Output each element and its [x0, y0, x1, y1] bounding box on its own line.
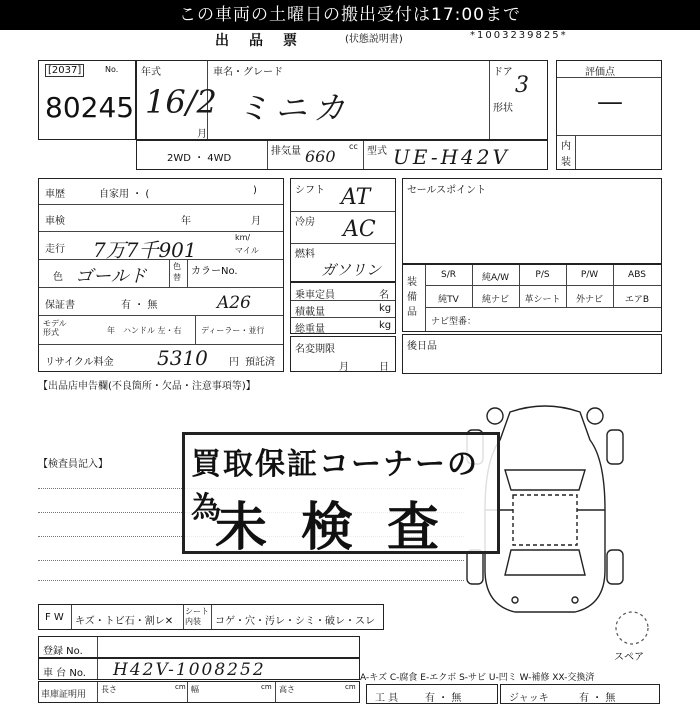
inspection-month-label: 月 — [251, 216, 261, 227]
model-label: 型式 — [367, 146, 387, 157]
total-weight-label: 総重量 — [295, 324, 325, 335]
lot-small-value: 2037 — [51, 65, 78, 76]
seat-items: コゲ・穴・汚レ・シミ・破レ・スレ — [215, 616, 375, 627]
reg-date-label: 名変期限 — [295, 344, 335, 355]
inspector-notes-label: 【検査員記入】 — [38, 459, 108, 470]
lot-number-suffix: No. — [105, 65, 119, 74]
capacity-label: 乗車定員 — [295, 290, 335, 301]
dealer-label: ディーラー・並行 — [201, 326, 265, 335]
width-label: 幅 — [191, 685, 199, 694]
mileage-label: 走行 — [45, 244, 65, 255]
sheet-serial: *1003239825* — [470, 30, 568, 41]
drive-spec-box — [136, 140, 548, 170]
load-unit: kg — [379, 303, 392, 314]
fuel-label: 燃料 — [295, 249, 315, 260]
tools-box — [366, 684, 498, 704]
stamp-line-2: 未検査 — [215, 498, 474, 558]
year-month-label: 月 — [197, 129, 207, 140]
model-type-label: モデル 形式 — [43, 319, 67, 337]
color-change-label: 色替 — [173, 262, 181, 282]
jack-label: ジャッキ — [509, 693, 549, 704]
seat-label: シート 内装 — [185, 607, 209, 626]
stamp-line-1: 買取保証コーナーの為 — [191, 447, 479, 526]
equip-leather-seats: 革シート — [524, 295, 561, 305]
load-label: 積載量 — [295, 307, 325, 318]
history-close: ) — [253, 185, 257, 196]
fw-label: F W — [45, 612, 64, 623]
capacity-block — [290, 282, 396, 334]
fw-items: キズ・トビ石・割レ✕ — [75, 616, 174, 627]
aircon-value: AC — [343, 217, 376, 242]
equip-airbag: エアB — [624, 295, 650, 305]
deposited-label: 預託済 — [245, 357, 275, 368]
lot-small-number: [2037] — [45, 64, 84, 77]
after-date-box — [402, 334, 662, 374]
chassis-label: 車 台 No. — [43, 668, 86, 679]
registration-row — [38, 636, 360, 658]
capacity-unit: 名 — [379, 290, 389, 301]
reg-date-block — [290, 336, 396, 372]
sheet-title: 出品票 — [215, 33, 317, 49]
year-label: 年式 — [141, 67, 161, 78]
recycle-value: 5310 — [157, 346, 208, 370]
history-label: 車歴 — [45, 189, 65, 200]
door-value: 3 — [515, 73, 529, 98]
shape-label: 形状 — [493, 103, 513, 114]
aircon-label: 冷房 — [295, 217, 315, 228]
name-grade-label: 車名・グレード — [213, 67, 283, 78]
year-value: 16/2 — [145, 83, 217, 121]
equip-power-steering: P/S — [535, 270, 550, 280]
no-inspection-stamp — [182, 432, 500, 558]
saturday-notice-banner: この車両の土曜日の搬出受付は17:00まで — [0, 0, 700, 30]
score-label: 評価点 — [585, 67, 615, 78]
sales-point-label: セールスポイント — [407, 185, 487, 196]
spare-label: スペア — [614, 652, 644, 663]
length-label: 長さ — [101, 685, 117, 694]
jack-options: 有 ・ 無 — [579, 693, 616, 704]
score-value: — — [597, 87, 623, 117]
reg-day-label: 日 — [379, 362, 389, 373]
inspection-label: 車検 — [45, 216, 65, 227]
model-year-label: 年 — [107, 326, 115, 335]
registration-label: 登録 No. — [43, 646, 83, 657]
color-label: 色 — [53, 272, 63, 283]
score-box — [556, 60, 662, 170]
width-unit: cm — [261, 683, 272, 691]
damage-legend: A-キズ C-腐食 E-エクボ S-サビ U-凹ミ W-補修 XX-交換済 — [360, 673, 595, 683]
drive-label: 2WD ・ 4WD — [167, 153, 232, 164]
equipment-box — [402, 264, 662, 332]
displacement-value: 660 — [305, 147, 336, 166]
mileage-km-unit: km/ — [235, 233, 251, 242]
equipment-label: 装備品 — [407, 277, 417, 318]
chassis-value: H42V-1008252 — [113, 660, 266, 680]
history-options: 自家用 ・ ( — [99, 189, 150, 200]
sales-point-box — [402, 178, 662, 264]
yen-unit: 円 — [229, 357, 239, 368]
mileage-mile-unit: マイル — [235, 246, 259, 255]
exhibitor-notes-label: 【出品店申告欄(不良箇所・欠品・注意事項等)】 — [38, 381, 256, 392]
warranty-options: 有 ・ 無 — [121, 300, 158, 311]
equip-genuine-navi: 純ナビ — [481, 295, 509, 305]
equip-sunroof: S/R — [441, 270, 456, 280]
lot-number: 80245 — [45, 91, 135, 124]
shift-label: シフト — [295, 185, 325, 196]
inspection-year-label: 年 — [181, 216, 191, 227]
navi-model-label: ナビ型番： — [431, 317, 477, 327]
recycle-label: リサイクル料金 — [45, 357, 114, 368]
handle-label: ハンドル 左・右 — [123, 326, 182, 335]
door-label: ドア — [493, 67, 513, 78]
equip-aftermarket-navi: 外ナビ — [575, 295, 603, 305]
equip-alloy-wheels: 純A/W — [481, 273, 510, 283]
length-unit: cm — [175, 683, 186, 691]
equip-power-windows: P/W — [580, 270, 599, 280]
equip-genuine-tv: 純TV — [438, 295, 459, 305]
vehicle-main-box — [136, 60, 548, 140]
garage-cert-label: 車庫証明用 — [41, 690, 87, 700]
mechanical-block — [290, 178, 396, 282]
shift-value: AT — [341, 185, 371, 210]
damage-keys-row — [38, 604, 384, 630]
warranty-label: 保証書 — [45, 300, 75, 311]
lot-number-box — [38, 60, 136, 140]
height-label: 高さ — [279, 685, 295, 694]
reg-month-label: 月 — [339, 362, 349, 373]
cc-unit: cc — [349, 142, 358, 151]
color-no-value: A26 — [217, 293, 251, 313]
color-no-label: カラーNo. — [191, 266, 238, 277]
after-date-label: 後日品 — [407, 341, 437, 352]
mileage-value: 7万7千901 — [93, 238, 197, 262]
interior-label: 内装 — [561, 141, 571, 168]
spare-tire-icon — [612, 608, 652, 648]
car-name-value: ミニカ — [237, 89, 352, 127]
model-value: UE-H42V — [393, 145, 510, 169]
fuel-value: ガソリン — [321, 261, 382, 279]
jack-box — [500, 684, 660, 704]
total-weight-unit: kg — [379, 320, 392, 331]
equip-abs: ABS — [628, 270, 646, 280]
height-unit: cm — [345, 683, 356, 691]
tools-options: 有 ・ 無 — [425, 693, 462, 704]
displacement-label: 排気量 — [271, 146, 301, 157]
color-value: ゴールド — [75, 266, 147, 287]
history-block — [38, 178, 284, 372]
tools-label: 工 具 — [375, 693, 399, 704]
chassis-row — [38, 658, 360, 680]
sheet-subtitle: (状態説明書) — [345, 34, 403, 45]
